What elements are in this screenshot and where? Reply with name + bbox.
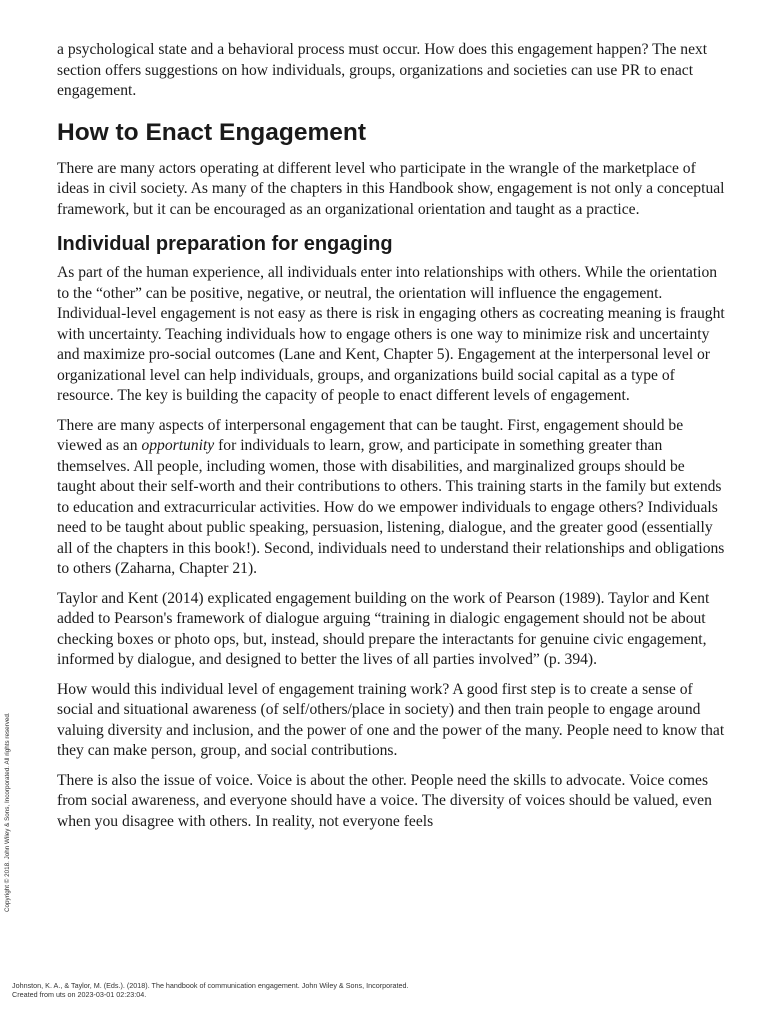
paragraph-4: How would this individual level of engagement training work? A good first step is to create a sense of social and situational awareness (of self/others/place in society) and then train people to engage around valuing diversity and inclusion, and the power of one and the power of the many. People need to know that they can make person, group, and social contributions.	[57, 680, 725, 759]
paragraph-2	[57, 416, 725, 580]
paragraph-3: Taylor and Kent (2014) explicated engagement building on the work of Pearson (1989). Taylor and Kent added to Pearson's framework of dialogue arguing “training in dialogic engagement should not be about checking boxes or photo ops, but, instead, should prepare the interactants for genuine civic engagement, informed by dialogue, and designed to better the lives of all parties involved” (p. 394).	[57, 589, 710, 668]
subsection-heading: Individual preparation for engaging	[57, 233, 393, 255]
section-paragraph: There are many actors operating at different level who participate in the wrangle of the marketplace of ideas in civil society. As many of the chapters in this Handbook show, engagement is not only a conceptual framework, but it can be encouraged as an organizational orientation and taught as a practice.	[57, 159, 725, 218]
paragraph-2-text-after: for individuals to learn, grow, and participate in something greater than themselves. All people, including women, those with disabilities, and marginalized groups should be taught about their self-worth and their contributions to others. This training starts in the family but extends to education and extracurricular activities. How do we empower individuals to engage others? Individuals need to be taught about public speaking, persuasion, listening, dialogue, and the greater good (essentially all of the chapters in this book!). Second, individuals need to understand their relationships and obligations to others (Zaharna, Chapter 21).	[57, 437, 725, 577]
page-content	[57, 40, 725, 841]
paragraph-2-emphasis: opportunity	[141, 437, 215, 454]
section-heading: How to Enact Engagement	[57, 118, 367, 146]
footer-created: Created from uts on 2023-03-01 02:23:04.	[12, 990, 147, 999]
paragraph-5: There is also the issue of voice. Voice is about the other. People need the skills to advocate. Voice comes from social awareness, and everyone should have a voice. The diversity of voices should be valued, even when you disagree with others. In reality, not everyone feels	[57, 771, 712, 830]
footer	[12, 981, 408, 999]
paragraph-2-text-before: There are many aspects of interpersonal engagement that can be taught. First, engagement should be viewed as an	[57, 416, 684, 454]
intro-paragraph: a psychological state and a behavioral process must occur. How does this engagement happen? The next section offers suggestions on how individuals, groups, organizations and societies can use PR to enact engagement.	[57, 41, 708, 99]
paragraph-1: As part of the human experience, all individuals enter into relationships with others. While the orientation to the “other” can be positive, negative, or neutral, the orientation will influence the engagement. Individual-level engagement is not easy as there is risk in engaging others as cocreating meaning is fraught with uncertainty. Teaching individuals how to engage others is one way to minimize risk and uncertainty and maximize pro-social outcomes (Lane and Kent, Chapter 5). Engagement at the interpersonal level or organizational level can help individuals, groups, and organizations build social capital as a type of resource. The key is building the capacity of people to enact different levels of engagement.	[57, 264, 725, 404]
copyright-notice: Copyright © 2018. John Wiley & Sons, Incorporated. All rights reserved.	[4, 712, 11, 912]
footer-citation: Johnston, K. A., & Taylor, M. (Eds.). (2018). The handbook of communication engagement. John Wiley & Sons, Incorporated.	[12, 981, 409, 990]
